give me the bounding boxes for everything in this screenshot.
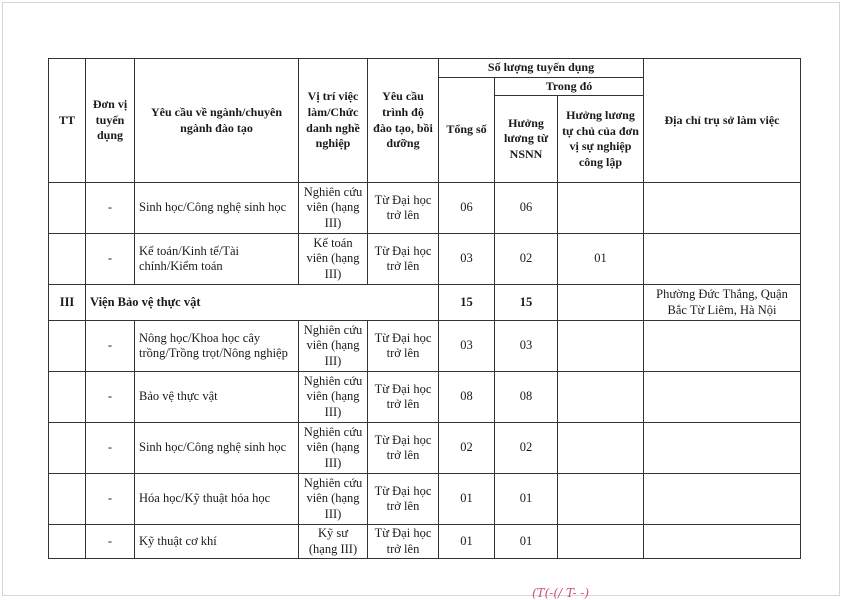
cell-total: 01	[439, 525, 495, 559]
cell-major: Bảo vệ thực vật	[135, 372, 299, 423]
cell-tt	[49, 234, 86, 285]
cell-major: Sinh học/Công nghệ sinh học	[135, 183, 299, 234]
cell-major: Sinh học/Công nghệ sinh học	[135, 423, 299, 474]
header-quota: Số lượng tuyển dụng	[439, 59, 644, 78]
cell-education: Từ Đại học trở lên	[368, 183, 439, 234]
cell-position: Nghiên cứu viên (hạng III)	[299, 474, 368, 525]
cell-state-budget: 01	[495, 474, 558, 525]
cell-state-budget: 02	[495, 234, 558, 285]
cell-tt	[49, 525, 86, 559]
cell-education: Từ Đại học trở lên	[368, 474, 439, 525]
header-state-budget: Hưởng lương từ NSNN	[495, 96, 558, 183]
unit-name: Viện Bảo vệ thực vật	[86, 285, 439, 321]
cell-total: 08	[439, 372, 495, 423]
cell-unit: -	[86, 183, 135, 234]
cell-address	[644, 183, 801, 234]
cell-total: 01	[439, 474, 495, 525]
cell-total: 06	[439, 183, 495, 234]
table-row	[49, 372, 801, 423]
cell-tt	[49, 372, 86, 423]
cell-education: Từ Đại học trở lên	[368, 423, 439, 474]
cell-unit: -	[86, 234, 135, 285]
cell-address	[644, 234, 801, 285]
header-address: Địa chỉ trụ sở làm việc	[644, 59, 801, 183]
cell-self-funded	[558, 474, 644, 525]
cell-position: Nghiên cứu viên (hạng III)	[299, 183, 368, 234]
cell-major: Kế toán/Kinh tế/Tài chính/Kiểm toán	[135, 234, 299, 285]
cell-self-funded	[558, 321, 644, 372]
cell-address	[644, 423, 801, 474]
cell-position: Nghiên cứu viên (hạng III)	[299, 423, 368, 474]
cell-unit: -	[86, 474, 135, 525]
header-education: Yêu cầu trình độ đào tạo, bồi dưỡng	[368, 59, 439, 183]
unit-total: 15	[439, 285, 495, 321]
header-of-which: Trong đó	[495, 77, 644, 96]
cell-position: Kỹ sư (hạng III)	[299, 525, 368, 559]
cell-unit: -	[86, 321, 135, 372]
cell-state-budget: 02	[495, 423, 558, 474]
cell-address	[644, 321, 801, 372]
table-row	[49, 423, 801, 474]
cell-tt	[49, 474, 86, 525]
table-row	[49, 183, 801, 234]
cell-total: 02	[439, 423, 495, 474]
header-tt: TT	[49, 59, 86, 183]
header-position: Vị trí việc làm/Chức danh nghề nghiệp	[299, 59, 368, 183]
cell-self-funded	[558, 372, 644, 423]
cell-address	[644, 372, 801, 423]
cell-major: Hóa học/Kỹ thuật hóa học	[135, 474, 299, 525]
cell-tt	[49, 423, 86, 474]
cell-education: Từ Đại học trở lên	[368, 525, 439, 559]
cell-address	[644, 474, 801, 525]
cell-self-funded: 01	[558, 234, 644, 285]
cell-position: Kế toán viên (hạng III)	[299, 234, 368, 285]
unit-tt: III	[49, 285, 86, 321]
cell-total: 03	[439, 234, 495, 285]
signature-mark: (T(-(/ T- -)	[532, 586, 590, 600]
cell-position: Nghiên cứu viên (hạng III)	[299, 321, 368, 372]
cell-tt	[49, 183, 86, 234]
cell-state-budget: 01	[495, 525, 558, 559]
cell-self-funded	[558, 525, 644, 559]
cell-major: Nông học/Khoa học cây trồng/Trồng trọt/Nông nghiệp	[135, 321, 299, 372]
cell-position: Nghiên cứu viên (hạng III)	[299, 372, 368, 423]
cell-state-budget: 03	[495, 321, 558, 372]
cell-unit: -	[86, 372, 135, 423]
header-total: Tổng số	[439, 77, 495, 183]
cell-education: Từ Đại học trở lên	[368, 234, 439, 285]
table-row	[49, 234, 801, 285]
cell-total: 03	[439, 321, 495, 372]
unit-row	[49, 285, 801, 321]
unit-self-funded	[558, 285, 644, 321]
recruitment-table	[48, 58, 801, 559]
table-header	[49, 59, 801, 183]
table-body	[49, 183, 801, 559]
unit-state-budget: 15	[495, 285, 558, 321]
cell-education: Từ Đại học trở lên	[368, 321, 439, 372]
cell-unit: -	[86, 423, 135, 474]
table-row	[49, 474, 801, 525]
unit-address: Phường Đức Thắng, Quận Bắc Từ Liêm, Hà Nội	[644, 285, 801, 321]
cell-education: Từ Đại học trở lên	[368, 372, 439, 423]
header-unit: Đơn vị tuyển dụng	[86, 59, 135, 183]
cell-state-budget: 08	[495, 372, 558, 423]
cell-tt	[49, 321, 86, 372]
cell-self-funded	[558, 423, 644, 474]
header-major: Yêu cầu về ngành/chuyên ngành đào tạo	[135, 59, 299, 183]
header-self-funded: Hưởng lương tự chủ của đơn vị sự nghiệp công lập	[558, 96, 644, 183]
cell-state-budget: 06	[495, 183, 558, 234]
table-row	[49, 321, 801, 372]
cell-unit: -	[86, 525, 135, 559]
table-row	[49, 525, 801, 559]
cell-address	[644, 525, 801, 559]
cell-self-funded	[558, 183, 644, 234]
cell-major: Kỹ thuật cơ khí	[135, 525, 299, 559]
